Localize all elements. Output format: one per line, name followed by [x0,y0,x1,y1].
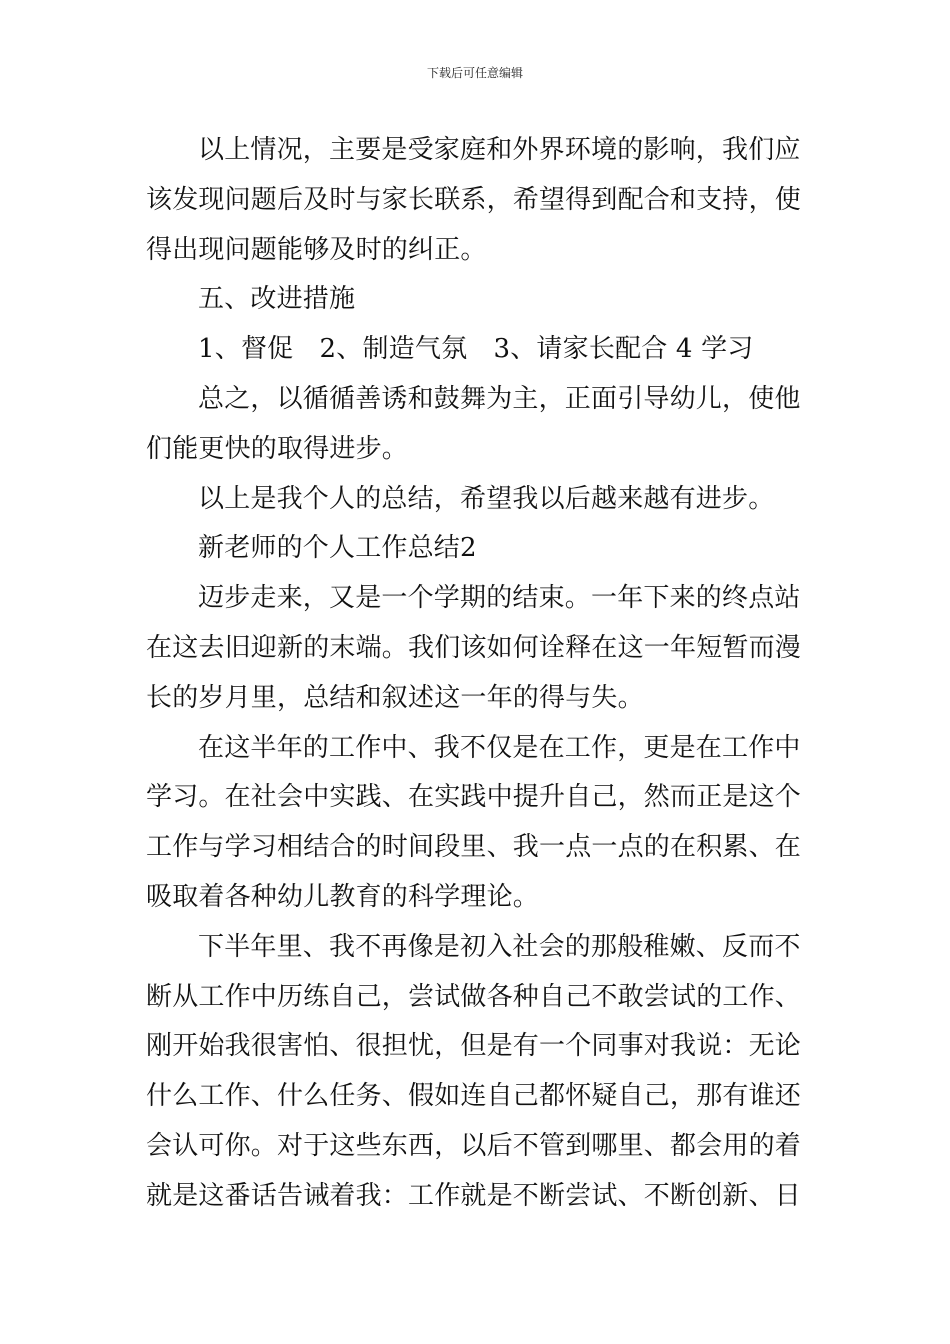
document-body [146,126,808,1222]
text-line: 该发现问题后及时与家长联系，希望得到配合和支持，使 [146,184,802,215]
text-line: 总之，以循循善诱和鼓舞为主，正面引导幼儿，使他 [198,383,801,414]
text-line: 在这半年的工作中、我不仅是在工作，更是在工作中 [198,732,801,763]
text-line: 得出现问题能够及时的纠正。 [146,234,487,265]
text-line: 以上情况，主要是受家庭和外界环境的影响，我们应 [198,135,801,165]
section-title: 新老师的个人工作总结2 [198,533,477,564]
text-line: 吸取着各种幼儿教育的科学理论。 [146,881,540,912]
text-line: 工作与学习相结合的时间段里、我一点一点的在积累、在 [146,832,802,863]
text-line: 们能更快的取得进步。 [146,433,409,464]
text-line: 以上是我个人的总结，希望我以后越来越有进步。 [198,483,775,514]
text-line: 1、督促 2、制造气氛 3、请家长配合 4 学习 [198,334,754,365]
text-line: 刚开始我很害怕、很担忧，但是有一个同事对我说：无论 [146,1031,802,1062]
text-line: 会认可你。对于这些东西，以后不管到哪里、都会用的着 [146,1130,802,1161]
text-line: 下半年里、我不再像是初入社会的那般稚嫩、反而不 [198,931,801,962]
text-line: 在这去旧迎新的末端。我们该如何诠释在这一年短暂而漫 [146,632,802,663]
text-line: 就是这番话告诫着我：工作就是不断尝试、不断创新、日 [146,1180,802,1211]
text-line: 迈步走来，又是一个学期的结束。一年下来的终点站 [198,583,801,614]
text-line: 学习。在社会中实践、在实践中提升自己，然而正是这个 [146,782,802,813]
text-line: 长的岁月里，总结和叙述这一年的得与失。 [146,682,644,713]
page-header: 下载后可任意编辑 [426,66,523,80]
section-heading: 五、改进措施 [198,284,356,315]
text-line: 什么工作、什么任务、假如连自己都怀疑自己，那有谁还 [146,1081,802,1112]
text-line: 断从工作中历练自己，尝试做各种自己不敢尝试的工作、 [146,981,802,1012]
